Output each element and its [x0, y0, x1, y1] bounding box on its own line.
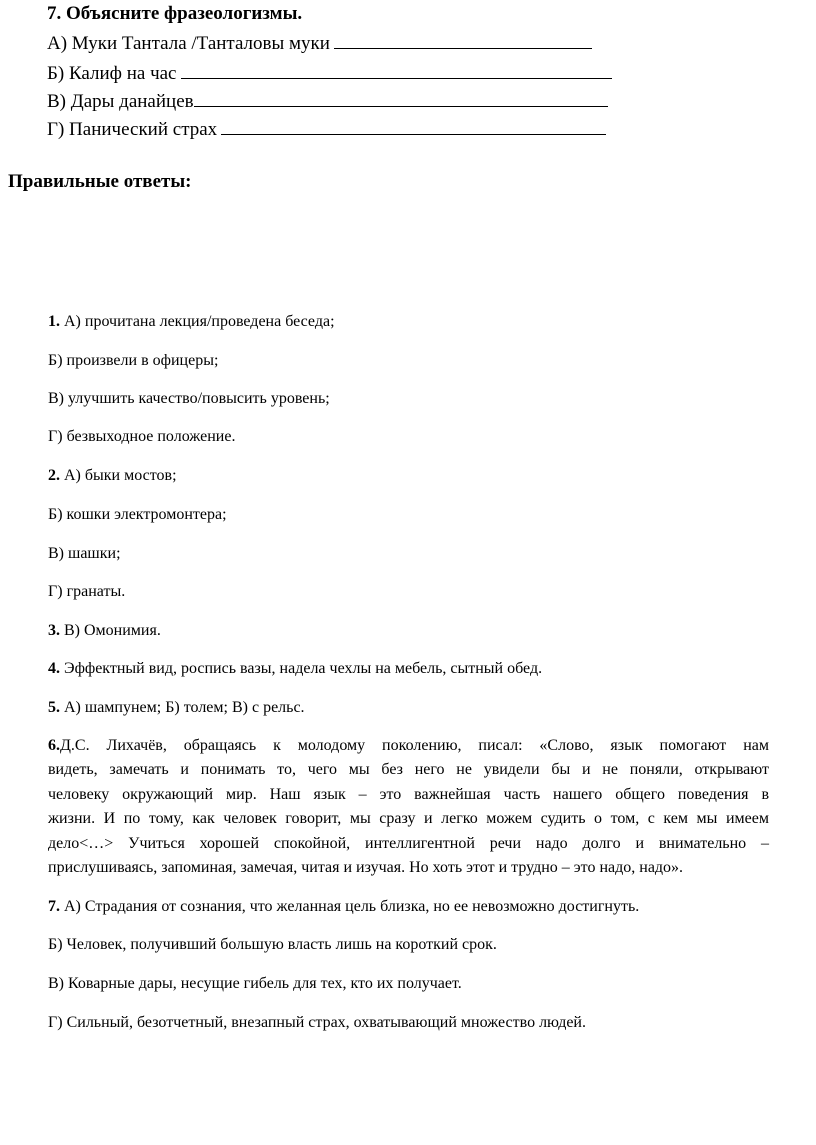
answer-number: 5.	[48, 699, 60, 716]
paragraph-line	[48, 734, 769, 758]
answer-number: 3.	[48, 622, 60, 639]
answer-6-paragraph	[48, 734, 769, 880]
answer-text: А) быки мостов;	[60, 467, 177, 484]
answer-text: В) Омонимия.	[60, 622, 161, 639]
task-7-title: 7. Объясните фразеологизмы.	[47, 3, 303, 24]
answer-7c: В) Коварные дары, несущие гибель для тех, кто их получает.	[48, 975, 462, 992]
task-7-item-label: Б) Калиф на час	[47, 63, 177, 84]
task-7-item-a	[47, 30, 592, 56]
answer-3	[48, 620, 161, 642]
answer-number: 6.	[48, 737, 60, 754]
task-7-item-label: Г) Панический страх	[47, 119, 218, 140]
answer-text: А) прочитана лекция/проведена беседа;	[60, 313, 335, 330]
paragraph-line: дело<…> Учиться хорошей спокойной, интеллигентной речи надо долго и внимательно –	[48, 834, 769, 852]
answer-2c: В) шашки;	[48, 545, 121, 562]
answers-heading: Правильные ответы:	[8, 171, 192, 192]
answer-2d: Г) гранаты.	[48, 583, 126, 600]
paragraph-line-text: Д.С. Лихачёв, обращаясь к молодому поколению, писал: «Слово, язык помогают нам	[60, 737, 769, 754]
answer-text: А) Страдания от сознания, что желанная цель близка, но ее невозможно достигнуть.	[60, 898, 640, 915]
answer-blank-line[interactable]	[194, 88, 608, 107]
task-7-item-d	[47, 116, 606, 142]
answer-text: А) шампунем; Б) толем; В) с рельс.	[60, 699, 305, 716]
answer-blank-line[interactable]	[181, 60, 612, 79]
task-7-item-label: А) Муки Тантала /Танталовы муки	[47, 33, 330, 54]
task-7-item-label: В) Дары данайцев	[47, 91, 194, 112]
answer-blank-line[interactable]	[334, 30, 592, 49]
paragraph-line: человеку окружающий мир. Наш язык – это важнейшая часть нашего общего поведения в	[48, 785, 769, 803]
answer-7d: Г) Сильный, безотчетный, внезапный страх, охватывающий множество людей.	[48, 1014, 586, 1031]
answer-7b: Б) Человек, получивший большую власть лишь на короткий срок.	[48, 936, 497, 953]
answer-2b: Б) кошки электромонтера;	[48, 506, 227, 523]
paragraph-line: прислушиваясь, запоминая, замечая, читая и изучая. Но хоть этот и трудно – это надо, надо».	[48, 858, 684, 876]
answer-1c: В) улучшить качество/повысить уровень;	[48, 390, 330, 407]
paragraph-line: видеть, замечать и понимать то, чего мы без него не увидели бы и не поняли, открывают	[48, 761, 769, 779]
answer-7a	[48, 896, 639, 918]
answer-4	[48, 658, 542, 680]
answer-1d: Г) безвыходное положение.	[48, 428, 236, 445]
task-7-item-c	[47, 88, 608, 114]
answer-text: Эффектный вид, роспись вазы, надела чехлы на мебель, сытный обед.	[60, 660, 543, 677]
task-7-item-b	[47, 60, 612, 86]
answer-1a	[48, 311, 335, 333]
paragraph-line: жизни. И по тому, как человек говорит, мы сразу и легко можем судить о том, с кем мы имеем	[48, 810, 769, 828]
answer-number: 7.	[48, 898, 60, 915]
answer-number: 2.	[48, 467, 60, 484]
answer-number: 4.	[48, 660, 60, 677]
answer-2a	[48, 465, 177, 487]
answer-5	[48, 697, 305, 719]
answer-blank-line[interactable]	[221, 116, 606, 135]
answer-1b: Б) произвели в офицеры;	[48, 352, 219, 369]
answer-number: 1.	[48, 313, 60, 330]
